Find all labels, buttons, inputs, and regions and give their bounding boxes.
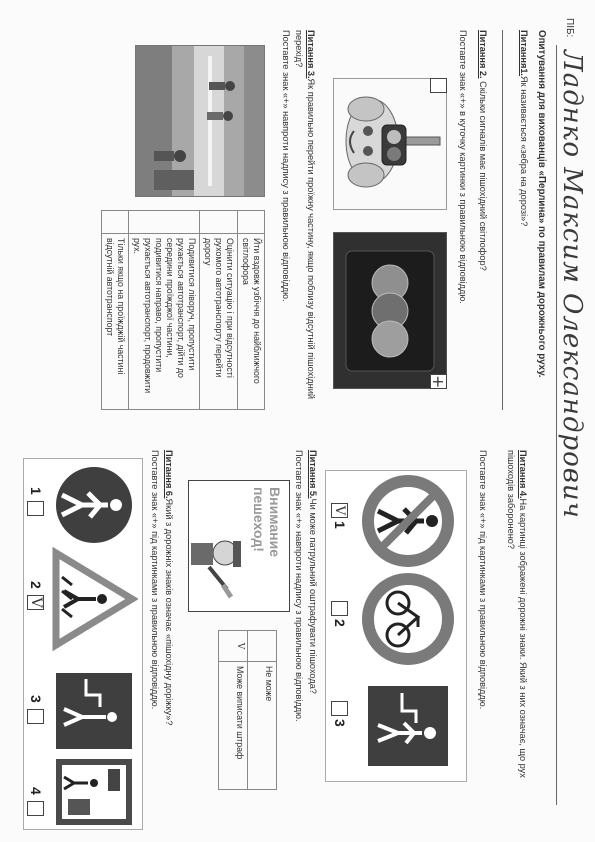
answer-line-1[interactable]	[502, 30, 503, 410]
answer-cell-q3-2[interactable]	[200, 211, 238, 234]
q6-label-2: 2	[28, 581, 44, 589]
q4-label-1: 1	[332, 521, 348, 529]
street-crossing-picture	[135, 45, 265, 197]
question-4	[505, 450, 529, 820]
question-2-text: Скільки сигналів має пішохідний світлофор?	[478, 81, 488, 271]
pedestrian-path-round-sign-icon	[56, 467, 132, 543]
three-signal-light-picture	[333, 232, 447, 389]
q5-option-2: Може виписати штраф	[219, 662, 248, 790]
answer-box-q6-1[interactable]	[27, 501, 44, 516]
q4-label-3: 3	[332, 719, 348, 727]
answer-cell-q5-1[interactable]	[248, 631, 277, 662]
question-1-head: Питання1.	[519, 30, 529, 76]
answer-cell-q3-1[interactable]	[238, 211, 265, 234]
table-row[interactable]	[238, 211, 265, 410]
q3-option-4: Тільки якщо на проїжджій частині відсутній автотранспорт	[102, 234, 129, 410]
q6-signs-row	[48, 459, 138, 829]
q3-options-table	[101, 210, 265, 410]
question-5	[307, 450, 319, 820]
q6-label-1: 1	[28, 487, 44, 495]
q4-signs-panel	[325, 470, 467, 782]
q6-label-4: 4	[28, 787, 44, 795]
poster-text: Внимание пешеход!	[251, 487, 283, 557]
answer-box-q6-4[interactable]	[27, 801, 44, 816]
street-scene-icon	[136, 46, 264, 196]
page-title: Опитування для вихованців «Перлина» по правилам дорожнього руху.	[536, 30, 547, 378]
question-1	[518, 30, 530, 410]
question-2	[477, 30, 489, 410]
question-3-head: Питання 3.	[306, 30, 316, 79]
table-row[interactable]	[248, 631, 277, 790]
q3-option-3: Подивитися ліворуч, пропустити рухається автотранспорт, дійти до середини проїжджої частини, подивитися направо, пропустити рухається автотранспорт, продовжити рух.	[129, 234, 200, 410]
question-6-instruction: Поставте знак «+» під картинками з правильною відповіддю.	[150, 450, 160, 710]
policeman-icon	[189, 481, 289, 611]
q5-option-1: Не може	[248, 662, 277, 790]
question-5-text: Чи може патрульний оштрафувати пішохода?	[308, 498, 318, 694]
question-6-head: Питання 6.	[164, 450, 174, 499]
question-4-text: На картинці зображені дорожні знаки. Який з них означає, що рух пішоходів заборонено?	[506, 450, 528, 778]
pedestrian-light-picture	[333, 78, 447, 210]
name-underline	[556, 45, 557, 805]
question-3-instruction: Поставте знак «+» навпроти надпису з правильною відповіддю.	[281, 30, 291, 302]
q6-signs-panel	[23, 458, 143, 830]
q5-options-table	[218, 630, 277, 790]
answer-cell-q3-3[interactable]	[129, 211, 200, 234]
q6-label-3: 3	[28, 695, 44, 703]
question-4-instruction: Поставте знак «+» під картинками з правильною відповіддю.	[478, 450, 488, 710]
pedestrian-zone-sign-icon	[56, 673, 132, 749]
answer-box-q4-1[interactable]: V	[331, 503, 348, 518]
answer-box-q6-2[interactable]: V	[27, 595, 44, 610]
table-row[interactable]	[102, 211, 129, 410]
question-3-text: Як правильно перейти проїжну частину, якщо поблизу відсутній пішохідний перехід?	[294, 30, 316, 399]
no-pedestrians-sign-icon	[368, 481, 448, 561]
question-1-text: Як називається «зебра на дорозі»?	[519, 75, 529, 227]
traffic-light-icon	[334, 233, 446, 388]
residential-zone-sign-icon	[56, 759, 132, 825]
answer-box-q6-3[interactable]	[27, 709, 44, 724]
question-5-head: Питання 5.	[308, 450, 318, 499]
question-2-instruction: Поставте знак «+» в куточку картинки з правильною відповіддю.	[458, 30, 468, 304]
question-2-head: Питання 2.	[478, 30, 488, 79]
name-label: ПІБ:	[564, 18, 575, 38]
cartoon-traffic-light-icon	[334, 79, 446, 209]
answer-box-q4-2[interactable]	[331, 601, 348, 616]
q4-label-2: 2	[332, 619, 348, 627]
policeman-poster-picture	[188, 480, 290, 612]
table-row[interactable]	[200, 211, 238, 410]
q4-signs-row	[350, 471, 460, 781]
pedestrian-crossing-warning-icon	[56, 553, 132, 645]
answer-box-q4-3[interactable]	[331, 701, 348, 716]
question-5-instruction: Поставте знак «+» навпроти надпису з правильною відповіддю.	[294, 450, 304, 722]
q3-option-2: Оцінити ситуацію і при відсутності рухомого автотранспорту перейти дорогу	[200, 234, 238, 410]
question-6	[163, 450, 175, 820]
question-3	[293, 30, 317, 410]
student-name: Ладнко Максим Олександрович	[557, 50, 587, 519]
no-bicycles-sign-icon	[368, 579, 448, 659]
table-row[interactable]	[129, 211, 200, 410]
answer-box-q2-2[interactable]: +	[429, 375, 448, 389]
question-6-text: Який з дорожніх знаків означає «пішохідну доріжку»?	[164, 498, 174, 726]
pedestrian-path-sign-icon	[368, 686, 448, 766]
answer-cell-q5-2[interactable]: V	[219, 631, 248, 662]
answer-cell-q3-4[interactable]	[102, 211, 129, 234]
table-row[interactable]	[219, 631, 248, 790]
answer-box-q2-1[interactable]	[430, 78, 447, 93]
question-4-head: Питання 4.	[518, 450, 528, 499]
q3-option-1: Йти вздовж узбіччя до найближчого світлофора	[238, 234, 265, 410]
